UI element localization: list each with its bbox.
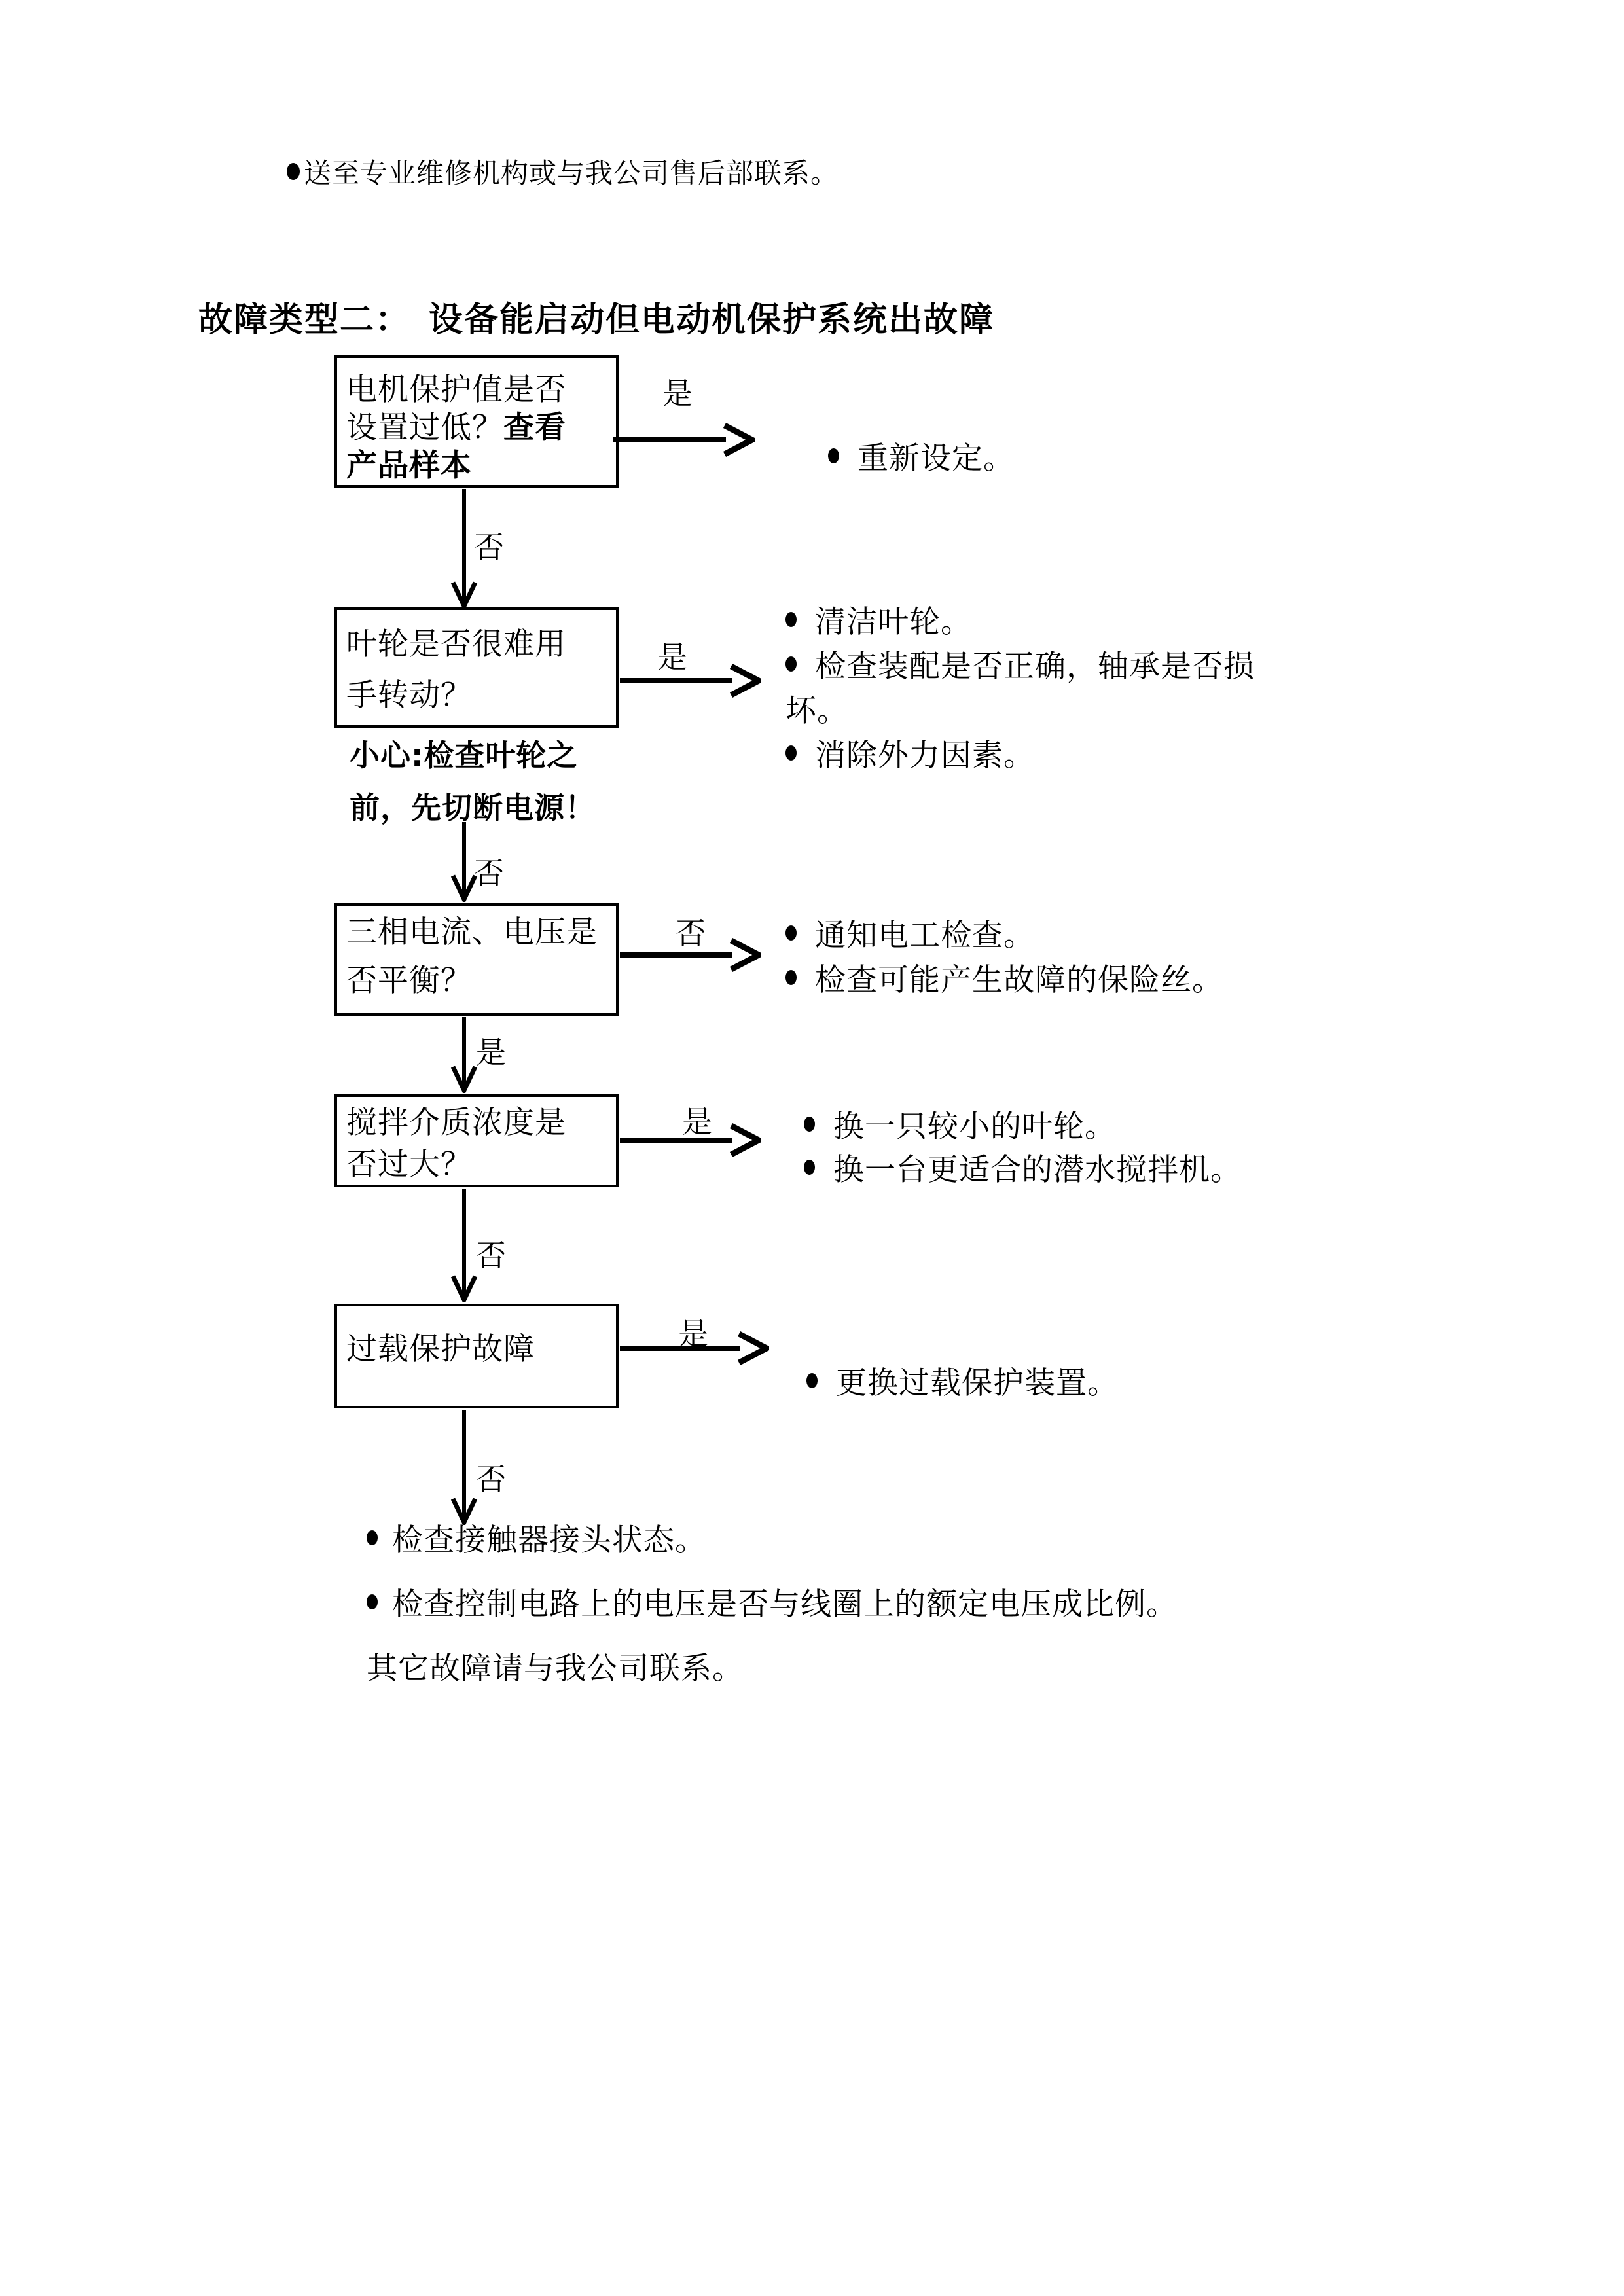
action-item: 换一台更适合的潜水搅拌机。 <box>804 1145 1242 1189</box>
section-heading: 故障类型二： 设备能启动但电动机保护系统出故障 <box>198 300 995 340</box>
top-note <box>287 152 839 191</box>
bullet-icon <box>367 1530 378 1545</box>
action-item: 消除外力因素。 <box>785 730 1255 775</box>
caution-note: 小心:检查叶轮之 前，先切断电源！ <box>350 738 596 825</box>
bullet-icon <box>785 656 797 672</box>
bullet-icon <box>828 448 839 463</box>
bullet-icon <box>785 745 797 761</box>
action-item: 换一只较小的叶轮。 <box>804 1102 1242 1145</box>
branch-label-yes-1: 是 <box>662 376 693 411</box>
action-item: 通知电工检查。 <box>785 910 1223 955</box>
branch-label-no-4: 否 <box>476 1238 506 1273</box>
actions-box5 <box>806 1360 1119 1401</box>
bullet-icon <box>804 1160 815 1175</box>
bullet-icon <box>785 925 797 941</box>
arrow-down-box4-no <box>450 1189 478 1302</box>
arrow-down-box3-yes <box>450 1017 478 1093</box>
bullet-icon <box>785 970 797 985</box>
bullet-icon <box>806 1373 818 1388</box>
flow-box-line: 三相电流、电压是 <box>346 914 598 950</box>
branch-label-no-1: 否 <box>474 529 504 565</box>
arrow-right-box2-yes <box>620 661 761 700</box>
flow-box-overload-protection <box>334 1304 619 1408</box>
branch-label-yes-3: 是 <box>476 1035 506 1070</box>
flow-box-line: 搅拌介质浓度是 <box>346 1105 566 1141</box>
arrow-right-box1-yes <box>613 420 755 459</box>
action-item-wrap: 坏。 <box>785 692 848 729</box>
flow-box-line: 叶轮是否很难用 <box>346 626 566 662</box>
branch-label-no-2: 否 <box>474 855 504 891</box>
actions-box4 <box>804 1102 1242 1189</box>
branch-label-no-5: 否 <box>476 1462 506 1497</box>
branch-label-yes-5: 是 <box>678 1316 708 1352</box>
flow-box-impeller-hard-to-turn <box>334 607 619 728</box>
branch-label-yes-2: 是 <box>657 639 687 675</box>
action-item: 清洁叶轮。 <box>785 597 1255 641</box>
actions-box1 <box>828 435 1015 476</box>
footer-notes <box>367 1505 1178 1698</box>
flow-box-line: 产品样本 <box>346 448 472 484</box>
action-item: 检查装配是否正确，轴承是否损 <box>785 641 1255 686</box>
branch-label-yes-4: 是 <box>682 1104 712 1139</box>
action-item: 检查可能产生故障的保险丝。 <box>785 955 1223 999</box>
top-note-text: 送至专业维修机构或与我公司售后部联系。 <box>304 157 839 189</box>
flow-box-three-phase-balance <box>334 903 619 1016</box>
flow-box-line: 过载保护故障 <box>346 1331 535 1367</box>
flow-box-medium-concentration <box>334 1094 619 1187</box>
flow-box-line: 手转动？ <box>346 677 472 713</box>
branch-label-no-3: 否 <box>676 916 706 951</box>
flow-box-line: 否过大？ <box>346 1147 472 1183</box>
footer-note-plain: 其它故障请与我公司联系。 <box>367 1650 744 1687</box>
actions-box2 <box>785 597 1255 775</box>
flow-box-line: 设置过低？查看 <box>346 410 566 446</box>
bullet-icon <box>287 163 300 180</box>
flow-box-motor-protection-value <box>334 355 619 488</box>
action-item: 重新设定。 <box>828 435 1015 476</box>
bullet-icon <box>785 612 797 627</box>
bullet-icon <box>367 1594 378 1609</box>
bullet-icon <box>804 1117 815 1132</box>
footer-note-item: 检查接触器接头状态。 <box>367 1505 1178 1570</box>
action-item: 更换过载保护装置。 <box>806 1360 1119 1401</box>
actions-box3 <box>785 910 1223 999</box>
footer-note-item: 检查控制电路上的电压是否与线圈上的额定电压成比例。 <box>367 1570 1178 1634</box>
flow-box-line: 否平衡？ <box>346 963 472 999</box>
flow-box-line: 电机保护值是否 <box>346 372 566 408</box>
